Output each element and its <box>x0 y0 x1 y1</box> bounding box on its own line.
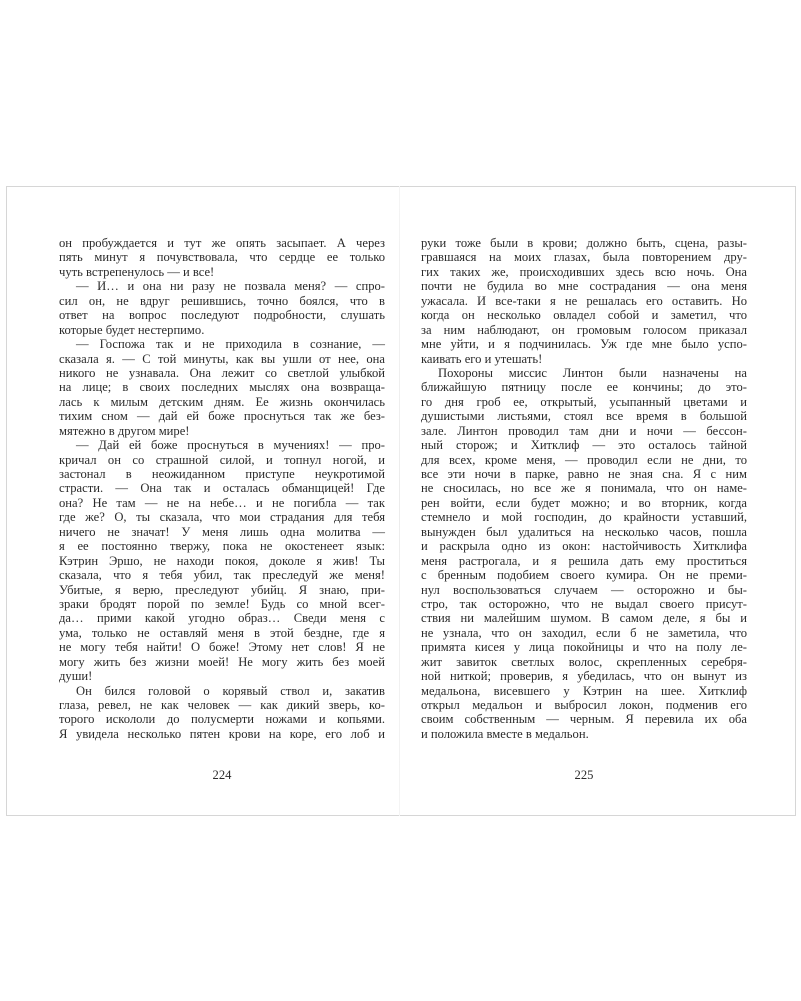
text-line: не сносилась, но все же я понимала, что он наме- <box>421 481 747 496</box>
text-line: зраки бродят порой по земле! Будь со мной всег- <box>59 596 385 611</box>
right-page-text <box>421 236 747 741</box>
text-line: ной ниткой; проверив, я убедилась, что он вынут из <box>421 669 747 684</box>
text-line: Он бился головой о корявый ствол и, закатив <box>76 683 385 698</box>
text-line: никого не узнавала. Она лежит со светлой улыбкой <box>59 365 385 380</box>
text-line: ума, только не оставляй меня в этой бездне, где я <box>59 625 385 640</box>
text-line: ужасала. И все-таки я не решалась его оставить. Но <box>421 293 747 308</box>
text-line: ный сторож; и Хитклиф — это осталось тайной <box>421 438 747 453</box>
text-line: примята кисея у лица покойницы и что на полу ле- <box>421 640 747 655</box>
text-line: гравшаяся на моих глазах, была повторением дру- <box>421 250 747 265</box>
text-line: глаза, ревел, не как человек — как дикий зверь, ко- <box>59 698 385 712</box>
text-line: за ним наблюдают, он громовым голосом приказал <box>421 322 747 337</box>
text-line: стемнело и мой господин, до крайности уставший, <box>421 510 747 525</box>
text-line: где же? О, ты сказала, что мои страдания для тебя <box>59 510 385 525</box>
text-line: тихим сном — дай ей боже проснуться так же без- <box>59 409 385 424</box>
text-line: страсти. — Она так и осталась обманщицей! Где <box>59 481 385 496</box>
text-line: души! <box>59 669 93 684</box>
text-line: лась к милым детским дням. Ее жизнь окончилась <box>59 394 385 409</box>
text-line: кричал он со страшной силой, и топнул ногой, и <box>59 452 385 467</box>
text-line: застонал в неожиданном приступе неукротимой <box>59 467 385 481</box>
text-line: вынужден был удалиться на несколько часов, пошла <box>421 524 747 539</box>
text-line: — Дай ей боже проснуться в мучениях! — про- <box>76 438 385 453</box>
text-line: ствия ни малейшим шумом. В самом деле, я бы и <box>421 611 747 626</box>
text-line: на лице; в своих последних мыслях она возвраща- <box>59 380 385 395</box>
text-line: медальона, висевшего у Кэтрин на шее. Хитклиф <box>421 683 747 698</box>
text-line: чуть встрепенулось — и все! <box>59 264 215 279</box>
text-line: меня растрогала, и я решила дать ему проститься <box>421 553 747 568</box>
text-line: душистыми листьями, стоял все время в большой <box>421 409 747 424</box>
text-line: го дня гроб ее, открытый, усыпанный цветами и <box>421 394 747 409</box>
left-page-number: 224 <box>212 768 232 782</box>
text-line: — И… и она ни разу не позвала меня? — спро- <box>76 279 385 294</box>
text-line: Я увидела несколько пятен крови на коре, его лоб и <box>59 726 385 741</box>
text-line: ближайшую пятницу после ее кончины; до это- <box>421 380 747 395</box>
text-line: когда он несколько овладел собой и заметил, что <box>421 308 747 323</box>
text-line: нул воспользоваться случаем — осторожно и бы- <box>421 582 747 597</box>
text-line: с бренным подобием своего кумира. Он не преми- <box>421 568 747 583</box>
text-line: которые будет нестерпимо. <box>59 322 205 337</box>
text-line: жит завиток светлых волос, скрепленных серебря- <box>421 654 747 669</box>
text-line: Похороны миссис Линтон были назначены на <box>438 365 747 380</box>
text-line: ничего не значат! У меня лишь одна молитва — <box>59 524 385 539</box>
text-line: могу жить без жизни моей! Не могу жить без моей <box>59 654 385 669</box>
text-line: сказала, что я тебя убил, так преследуй же меня! <box>59 568 385 583</box>
text-line: пять минут я почувствовала, что сердце ее только <box>59 250 385 265</box>
right-page-number: 225 <box>574 768 594 782</box>
text-line: и положила вместе в медальон. <box>421 726 589 741</box>
text-line: ответ на вопрос последуют подробности, слушать <box>59 308 385 323</box>
text-line: и раскрыла одно из окон: настойчивость Хитклифа <box>421 539 747 554</box>
text-line: Кэтрин Эршо, не находи покоя, доколе я жив! Ты <box>59 553 385 568</box>
text-line: не узнала, что он заходил, если б не заметила, что <box>421 625 747 640</box>
text-line: сказала я. — С той минуты, как вы ушли от нее, она <box>59 351 385 366</box>
text-line: каивать его и утешать! <box>421 351 543 366</box>
text-line: не могу тебя найти! О боже! Этому нет слов! Я не <box>59 640 385 655</box>
text-line: открыл медальон и выбросил локон, подменив его <box>421 698 747 712</box>
text-line: Убитые, я верю, преследуют убийц. Я знаю, при- <box>59 582 385 597</box>
text-line: стро, так осторожно, что не выдал своего присут- <box>421 596 747 611</box>
text-line: она? Не там — не на небе… и не погибла — так <box>59 495 385 510</box>
text-line: гих таких же, происходивших здесь всю ночь. Она <box>421 264 747 279</box>
text-line: да… прими какой угодно образ… Сведи меня с <box>59 611 385 626</box>
text-line: сил он, не вдруг решившись, точно боялся, что в <box>59 293 385 308</box>
text-line: зале. Линтон проводил там дни и ночи — бессон- <box>421 423 747 438</box>
text-line: он пробуждается и тут же опять засыпает. А через <box>59 236 385 250</box>
text-line: торого искололи до полусмерти ножами и копьями. <box>59 712 385 727</box>
text-line: все эти ночи в парке, равно не зная сна. Я с ним <box>421 467 747 481</box>
text-line: руки тоже были в крови; должно быть, сцена, разы- <box>421 236 747 250</box>
text-line: я ее постоянно твержу, пока не окостенеет язык: <box>59 539 385 554</box>
text-line: мне уйти, и я подчинилась. Уж где мне было успо- <box>421 337 747 352</box>
text-line: рен войти, если будет можно; и во вторник, когда <box>421 495 747 510</box>
left-page-text <box>59 236 385 741</box>
text-line: для всех, кроме меня, — проводил если не дни, то <box>421 452 747 467</box>
text-line: мятежно в другом мире! <box>59 423 190 438</box>
text-line: почти не будила во мне сострадания — она меня <box>421 279 747 294</box>
text-line: своим собственным — черным. Я перевила их оба <box>421 712 747 727</box>
book-gutter <box>399 186 400 816</box>
text-line: — Госпожа так и не приходила в сознание, — <box>76 337 385 352</box>
